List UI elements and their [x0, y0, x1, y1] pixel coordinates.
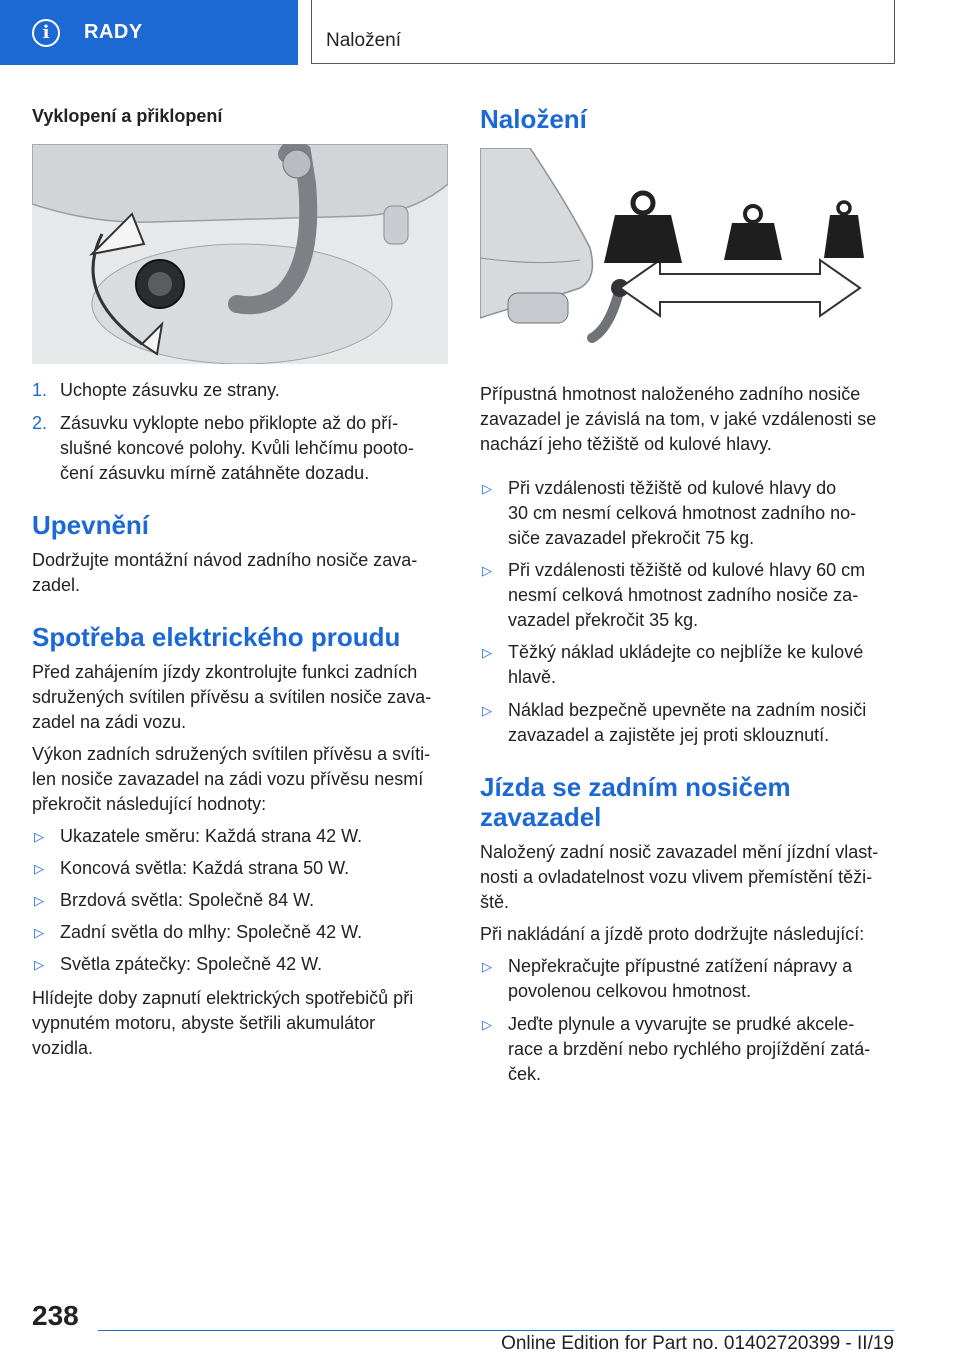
chapter-header — [311, 0, 895, 64]
footer-divider — [98, 1330, 894, 1331]
list-item: ▷ Při vzdálenosti těžiště od kulové hlavy 60 cm nesmí celková hmotnost zadního nosiče za‐ vazadel překročit 35 kg. — [482, 560, 866, 630]
paragraph: Dodržujte montážní návod zadního nosiče zava‐ zadel. — [32, 550, 418, 595]
list-item: ▷ Při vzdálenosti těžiště od kulové hlavy do 30 cm nesmí celková hmotnost zadního no‐ siče zavazadel překročit 75 kg. — [482, 478, 857, 548]
page-number: 238 — [32, 1300, 79, 1331]
paragraph: Při nakládání a jízdě proto dodržujte následující: — [480, 924, 865, 944]
bullet-triangle-icon: ▷ — [482, 703, 492, 718]
step-number: 1. — [32, 380, 48, 400]
paragraph: Přípustná hmotnost naloženého zadního nosiče zavazadel je závislá na tom, v jaké vzdálenosti se nachází jeho těžiště od kulové hlavy. — [480, 384, 877, 454]
bullet-triangle-icon: ▷ — [482, 645, 492, 660]
bullet-triangle-icon: ▷ — [482, 1017, 492, 1032]
paragraph: Hlídejte doby zapnutí elektrických spotřebičů při vypnutém motoru, abyste šetřili akumulátor vozidla. — [32, 988, 414, 1058]
bullet-triangle-icon: ▷ — [482, 563, 492, 578]
bullet-triangle-icon: ▷ — [34, 829, 44, 844]
info-icon: i — [32, 19, 60, 47]
paragraph: Výkon zadních sdružených svítilen přívěsu a svíti‐ len nosiče zavazadel na zádi vozu přívěsu nesmí překročit následující hodnoty: — [32, 744, 431, 814]
bullet-triangle-icon: ▷ — [482, 481, 492, 496]
socket-illustration — [32, 144, 448, 364]
bullet-triangle-icon: ▷ — [34, 861, 44, 876]
heading-spotreba: Spotřeba elektrického proudu — [32, 622, 401, 652]
list-item: ▷ Nepřekračujte přípustné zatížení nápravy a povolenou celkovou hmotnost. — [482, 956, 853, 1001]
paragraph: Před zahájením jízdy zkontrolujte funkci zadních sdružených svítilen přívěsu a svítilen nosiče zava‐ zadel na zádi vozu. — [32, 662, 432, 732]
heading-upevneni: Upevnění — [32, 510, 150, 540]
list-item: ▷ Jeďte plynule a vyvarujte se prudké akcele‐ race a brzdění nebo rychlého projíždění zatá‐ ček. — [482, 1014, 871, 1084]
subhead-fold: Vyklopení a přiklopení — [32, 106, 223, 126]
section-tab[interactable] — [0, 0, 298, 65]
list-item: ▷ Těžký náklad ukládejte co nejblíže ke kulové hlavě. — [482, 642, 864, 687]
heading-nalozeni: Naložení — [480, 104, 587, 134]
chapter-title: Naložení — [326, 30, 401, 51]
load-drawing — [480, 148, 896, 364]
bullet-triangle-icon: ▷ — [34, 925, 44, 940]
bullet-triangle-icon: ▷ — [34, 957, 44, 972]
bullet-triangle-icon: ▷ — [34, 893, 44, 908]
list-item: 1. Uchopte zásuvku ze strany. — [32, 378, 448, 403]
section-tab-label: RADY — [84, 21, 143, 43]
paragraph: Naložený zadní nosič zavazadel mění jízdní vlast‐ nosti a ovladatelnost vozu vlivem přemístění těži‐ ště. — [480, 842, 879, 912]
bullet-triangle-icon: ▷ — [482, 959, 492, 974]
list-item: ▷ Náklad bezpečně upevněte na zadním nosiči zavazadel a zajistěte jej proti sklouznutí. — [482, 700, 867, 745]
socket-drawing — [32, 144, 448, 364]
heading-jizda: Jízda se zadním nosičem zavazadel — [480, 772, 791, 832]
step-number: 2. — [32, 413, 48, 433]
edition-note: Online Edition for Part no. 01402720399 - II/19 — [501, 1333, 894, 1354]
load-distance-illustration — [480, 148, 896, 364]
list-item: 2. Zásuvku vyklopte nebo přiklopte až do pří‐ slušné koncové polohy. Kvůli lehčímu pooto‐ čení zásuvku mírně zatáhněte dozadu. — [32, 413, 414, 483]
